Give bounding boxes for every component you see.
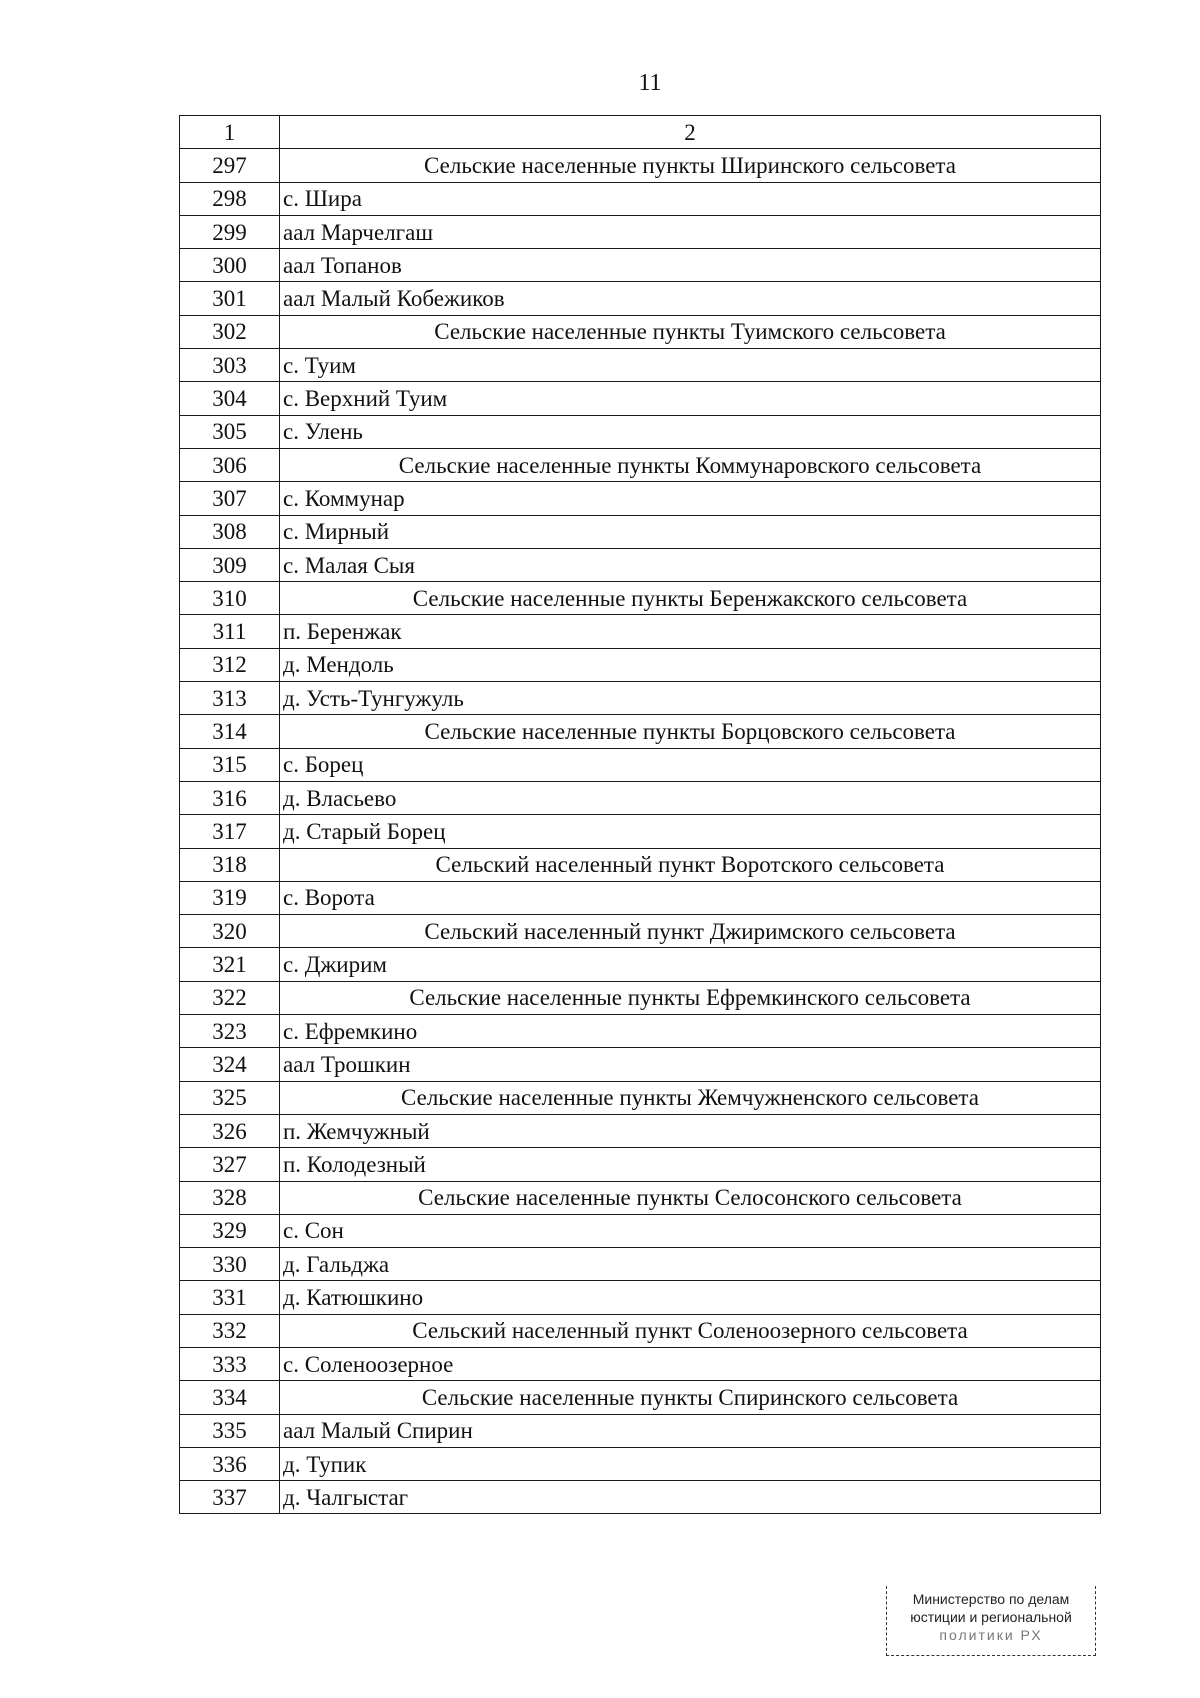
table-row: [180, 948, 1101, 981]
settlement-name-cell: д. Тупик: [280, 1447, 1101, 1480]
section-heading-cell: Сельские населенные пункты Селосонского сельсовета: [280, 1181, 1101, 1214]
settlement-name-cell: п. Беренжак: [280, 615, 1101, 648]
section-heading-cell: Сельский населенный пункт Соленоозерного сельсовета: [280, 1314, 1101, 1347]
section-heading-cell: Сельские населенные пункты Спиринского сельсовета: [280, 1381, 1101, 1414]
row-number-cell: 312: [180, 648, 280, 681]
row-number-cell: 310: [180, 582, 280, 615]
section-heading-row: [180, 149, 1101, 182]
settlement-name-cell: п. Жемчужный: [280, 1114, 1101, 1147]
table-row: [180, 349, 1101, 382]
settlement-name-cell: с. Соленоозерное: [280, 1347, 1101, 1380]
table-row: [180, 1281, 1101, 1314]
stamp-line-1: Министерство по делам: [912, 1591, 1070, 1607]
row-number-cell: 317: [180, 815, 280, 848]
row-number-cell: 304: [180, 382, 280, 415]
settlement-name-cell: д. Власьево: [280, 781, 1101, 814]
row-number-cell: 316: [180, 781, 280, 814]
settlement-name-cell: с. Малая Сыя: [280, 548, 1101, 581]
row-number-cell: 307: [180, 482, 280, 515]
row-number-cell: 301: [180, 282, 280, 315]
section-heading-row: [180, 448, 1101, 481]
table-row: [180, 1214, 1101, 1247]
row-number-cell: 330: [180, 1248, 280, 1281]
settlement-name-cell: с. Ефремкино: [280, 1015, 1101, 1048]
settlement-name-cell: аал Малый Спирин: [280, 1414, 1101, 1447]
table-row: [180, 1248, 1101, 1281]
table-row: [180, 1015, 1101, 1048]
row-number-cell: 298: [180, 182, 280, 215]
section-heading-row: [180, 1181, 1101, 1214]
table-row: [180, 1447, 1101, 1480]
row-number-cell: 311: [180, 615, 280, 648]
settlement-name-cell: д. Гальджа: [280, 1248, 1101, 1281]
row-number-cell: 318: [180, 848, 280, 881]
table-row: [180, 781, 1101, 814]
table-row: [180, 1481, 1101, 1514]
row-number-cell: 297: [180, 149, 280, 182]
settlement-name-cell: аал Марчелгаш: [280, 215, 1101, 248]
settlement-name-cell: с. Верхний Туим: [280, 382, 1101, 415]
row-number-cell: 305: [180, 415, 280, 448]
section-heading-cell: Сельские населенные пункты Ефремкинского сельсовета: [280, 981, 1101, 1014]
table-row: [180, 182, 1101, 215]
section-heading-cell: Сельский населенный пункт Воротского сельсовета: [280, 848, 1101, 881]
settlement-name-cell: с. Мирный: [280, 515, 1101, 548]
settlement-name-cell: с. Туим: [280, 349, 1101, 382]
page-number: 11: [638, 70, 662, 96]
section-heading-row: [180, 848, 1101, 881]
registration-stamp: [886, 1586, 1096, 1656]
settlement-name-cell: д. Старый Борец: [280, 815, 1101, 848]
section-heading-cell: Сельские населенные пункты Беренжакского сельсовета: [280, 582, 1101, 615]
section-heading-cell: Сельские населенные пункты Жемчужненского сельсовета: [280, 1081, 1101, 1114]
table-row: [180, 282, 1101, 315]
row-number-cell: 337: [180, 1481, 280, 1514]
table-row: [180, 1114, 1101, 1147]
settlement-name-cell: с. Борец: [280, 748, 1101, 781]
section-heading-cell: Сельские населенные пункты Борцовского сельсовета: [280, 715, 1101, 748]
table-row: [180, 748, 1101, 781]
settlement-name-cell: с. Шира: [280, 182, 1101, 215]
row-number-cell: 324: [180, 1048, 280, 1081]
stamp-line-3: политики РХ: [939, 1627, 1043, 1643]
table-row: [180, 881, 1101, 914]
table-row: [180, 382, 1101, 415]
table-row: [180, 1148, 1101, 1181]
table-row: [180, 548, 1101, 581]
row-number-cell: 328: [180, 1181, 280, 1214]
row-number-cell: 323: [180, 1015, 280, 1048]
row-number-cell: 314: [180, 715, 280, 748]
settlements-table: [179, 115, 1101, 1514]
section-heading-row: [180, 582, 1101, 615]
table-row: [180, 415, 1101, 448]
row-number-cell: 300: [180, 249, 280, 282]
row-number-cell: 313: [180, 682, 280, 715]
section-heading-row: [180, 915, 1101, 948]
row-number-cell: 308: [180, 515, 280, 548]
table-row: [180, 1347, 1101, 1380]
settlement-name-cell: д. Мендоль: [280, 648, 1101, 681]
section-heading-row: [180, 1081, 1101, 1114]
settlement-name-cell: п. Колодезный: [280, 1148, 1101, 1181]
settlement-name-cell: с. Коммунар: [280, 482, 1101, 515]
settlement-name-cell: с. Улень: [280, 415, 1101, 448]
settlement-name-cell: аал Малый Кобежиков: [280, 282, 1101, 315]
row-number-cell: 320: [180, 915, 280, 948]
row-number-cell: 299: [180, 215, 280, 248]
settlement-name-cell: д. Чалгыстаг: [280, 1481, 1101, 1514]
row-number-cell: 321: [180, 948, 280, 981]
settlement-name-cell: аал Топанов: [280, 249, 1101, 282]
row-number-cell: 309: [180, 548, 280, 581]
row-number-cell: 302: [180, 315, 280, 348]
row-number-cell: 333: [180, 1347, 280, 1380]
section-heading-cell: Сельский населенный пункт Джиримского сельсовета: [280, 915, 1101, 948]
row-number-cell: 303: [180, 349, 280, 382]
row-number-cell: 331: [180, 1281, 280, 1314]
section-heading-row: [180, 715, 1101, 748]
row-number-cell: 319: [180, 881, 280, 914]
section-heading-row: [180, 1381, 1101, 1414]
row-number-cell: 325: [180, 1081, 280, 1114]
stamp-line-2: юстиции и региональной: [910, 1609, 1072, 1625]
row-number-cell: 334: [180, 1381, 280, 1414]
table-row: [180, 815, 1101, 848]
row-number-cell: 332: [180, 1314, 280, 1347]
row-number-cell: 327: [180, 1148, 280, 1181]
settlement-name-cell: с. Ворота: [280, 881, 1101, 914]
settlement-name-cell: аал Трошкин: [280, 1048, 1101, 1081]
section-heading-cell: Сельские населенные пункты Туимского сельсовета: [280, 315, 1101, 348]
row-number-cell: 326: [180, 1114, 280, 1147]
row-number-cell: 306: [180, 448, 280, 481]
table-row: [180, 482, 1101, 515]
table-row: [180, 615, 1101, 648]
table-row: [180, 1048, 1101, 1081]
table-row: [180, 1414, 1101, 1447]
table-header-row: [180, 116, 1101, 149]
column-header-name: 2: [280, 116, 1101, 149]
table-row: [180, 215, 1101, 248]
section-heading-row: [180, 981, 1101, 1014]
column-header-number: 1: [180, 116, 280, 149]
section-heading-row: [180, 315, 1101, 348]
table-body: [180, 116, 1101, 1514]
settlement-name-cell: д. Усть-Тунгужуль: [280, 682, 1101, 715]
table-row: [180, 515, 1101, 548]
section-heading-row: [180, 1314, 1101, 1347]
row-number-cell: 315: [180, 748, 280, 781]
section-heading-cell: Сельские населенные пункты Ширинского сельсовета: [280, 149, 1101, 182]
table-row: [180, 648, 1101, 681]
settlement-name-cell: с. Джирим: [280, 948, 1101, 981]
row-number-cell: 336: [180, 1447, 280, 1480]
settlement-name-cell: д. Катюшкино: [280, 1281, 1101, 1314]
row-number-cell: 329: [180, 1214, 280, 1247]
row-number-cell: 335: [180, 1414, 280, 1447]
table-row: [180, 682, 1101, 715]
table-row: [180, 249, 1101, 282]
section-heading-cell: Сельские населенные пункты Коммунаровского сельсовета: [280, 448, 1101, 481]
settlement-name-cell: с. Сон: [280, 1214, 1101, 1247]
row-number-cell: 322: [180, 981, 280, 1014]
